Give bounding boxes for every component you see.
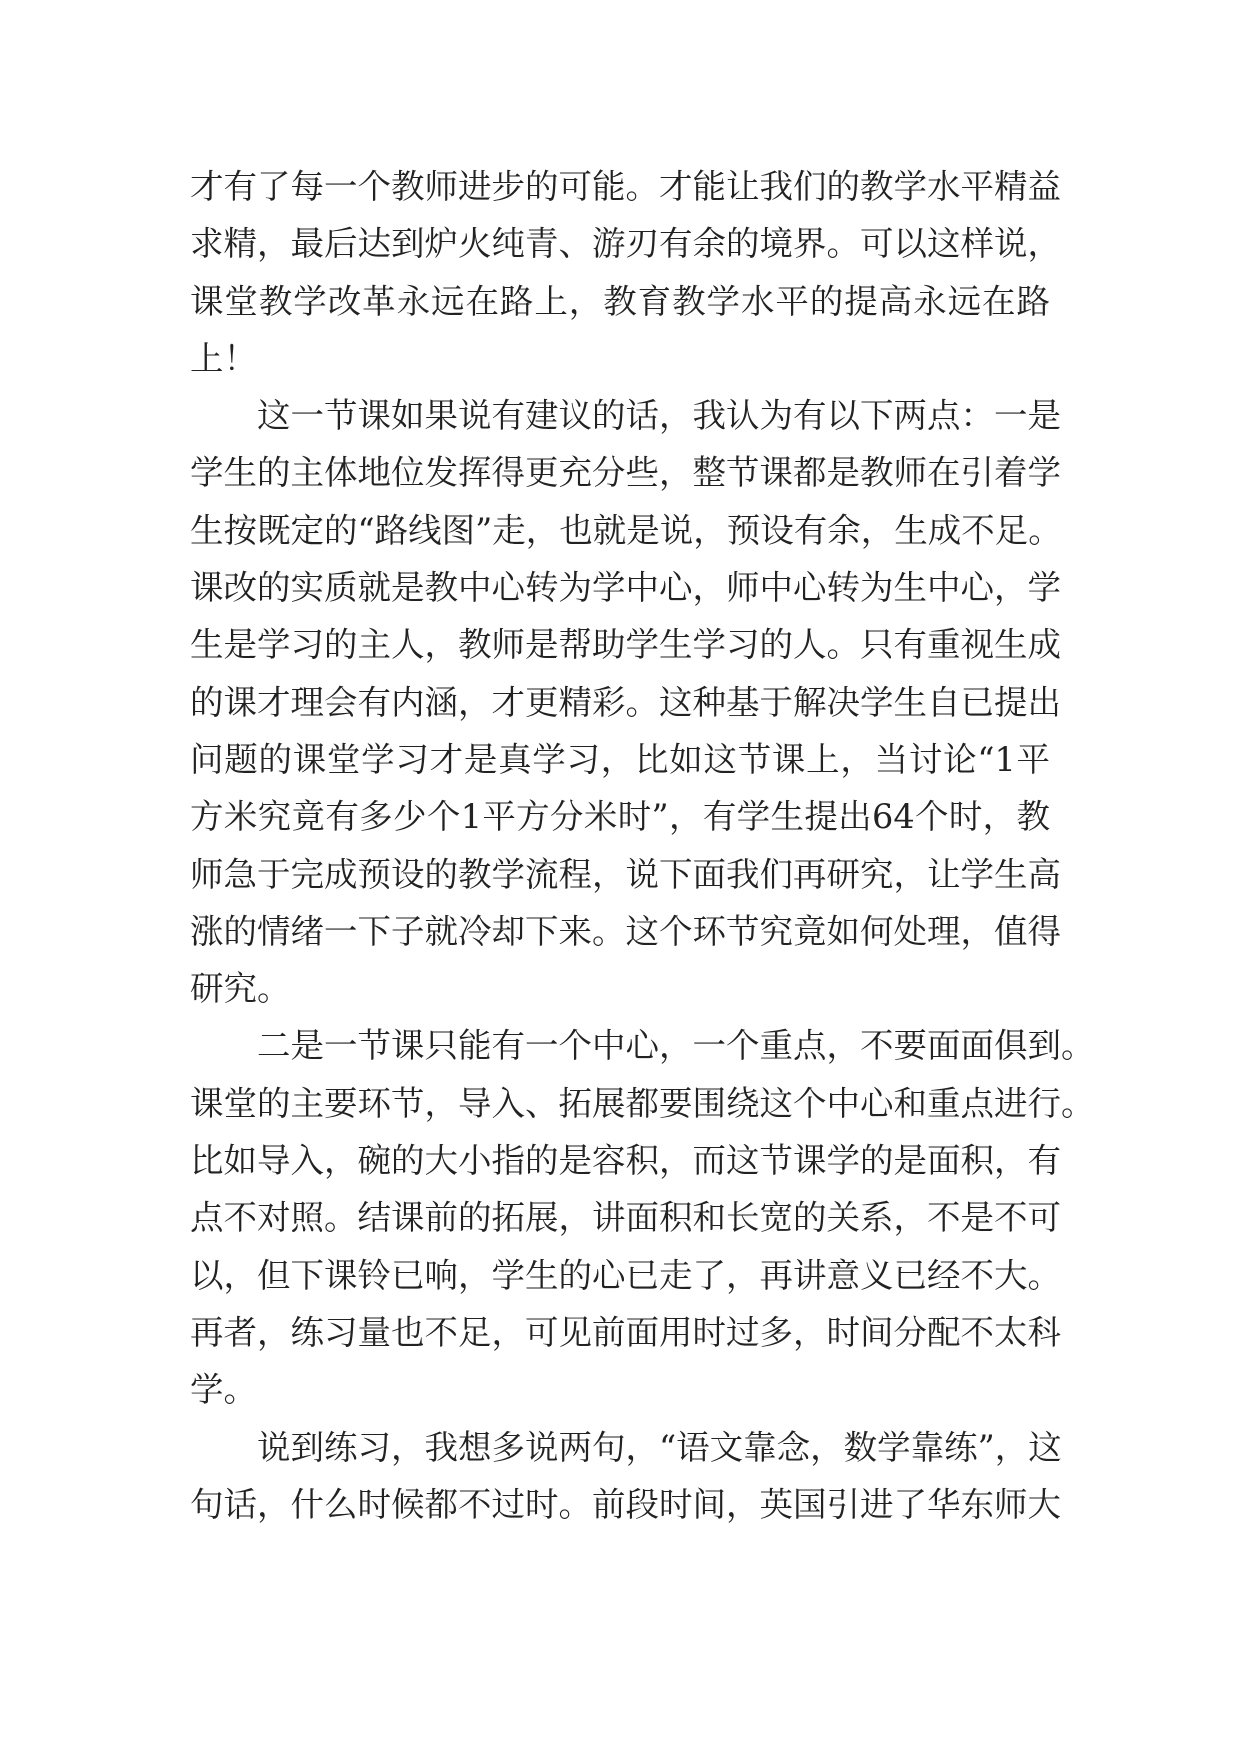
text-line: 句话，什么时候都不过时。前段时间，英国引进了华东师大 xyxy=(190,1484,1061,1524)
text-line: 求精，最后达到炉火纯青、游刃有余的境界。可以这样说， xyxy=(190,224,1061,264)
text-line: 上！ xyxy=(190,338,257,378)
text-line: 涨的情绪一下子就冷却下来。这个环节究竟如何处理，值得 xyxy=(190,911,1061,951)
text-line: 点不对照。结课前的拓展，讲面积和长宽的关系，不是不可 xyxy=(190,1198,1061,1238)
text-line: 的课才理会有内涵，才更精彩。这种基于解决学生自已提出 xyxy=(190,682,1061,722)
text-line: 问题的课堂学习才是真学习，比如这节课上，当讨论“1平 xyxy=(190,739,1050,779)
paragraph-first-line: 这一节课如果说有建议的话，我认为有以下两点：一是 xyxy=(257,396,1061,436)
text-line: 师急于完成预设的教学流程，说下面我们再研究，让学生高 xyxy=(190,854,1061,894)
text-line: 研究。 xyxy=(190,969,291,1009)
paragraph-first-line: 二是一节课只能有一个中心，一个重点，不要面面俱到。 xyxy=(257,1026,1095,1066)
paragraph-first-line: 说到练习，我想多说两句，“语文靠念，数学靠练”，这 xyxy=(257,1427,1062,1467)
document-body xyxy=(190,158,1095,1533)
text-line: 才有了每一个教师进步的可能。才能让我们的教学水平精益 xyxy=(190,167,1061,206)
text-line: 再者，练习量也不足，可见前面用时过多，时间分配不太科 xyxy=(190,1312,1061,1352)
text-line: 方米究竟有多少个1平方分米时”，有学生提出64个时，教 xyxy=(190,797,1050,837)
text-line: 课堂的主要环节，导入、拓展都要围绕这个中心和重点进行。 xyxy=(190,1083,1095,1123)
text-line: 学生的主体地位发挥得更充分些，整节课都是教师在引着学 xyxy=(190,453,1061,493)
text-line: 课堂教学改革永远在路上，教育教学水平的提高永远在路 xyxy=(190,281,1050,321)
text-line: 生按既定的“路线图”走，也就是说，预设有余，生成不足。 xyxy=(190,510,1062,550)
text-line: 课改的实质就是教中心转为学中心，师中心转为生中心，学 xyxy=(190,568,1061,608)
text-line: 学。 xyxy=(190,1370,257,1410)
text-line: 比如导入，碗的大小指的是容积，而这节课学的是面积，有 xyxy=(190,1141,1061,1181)
text-line: 生是学习的主人，教师是帮助学生学习的人。只有重视生成 xyxy=(190,625,1061,665)
text-line: 以，但下课铃已响，学生的心已走了，再讲意义已经不大。 xyxy=(190,1255,1061,1295)
